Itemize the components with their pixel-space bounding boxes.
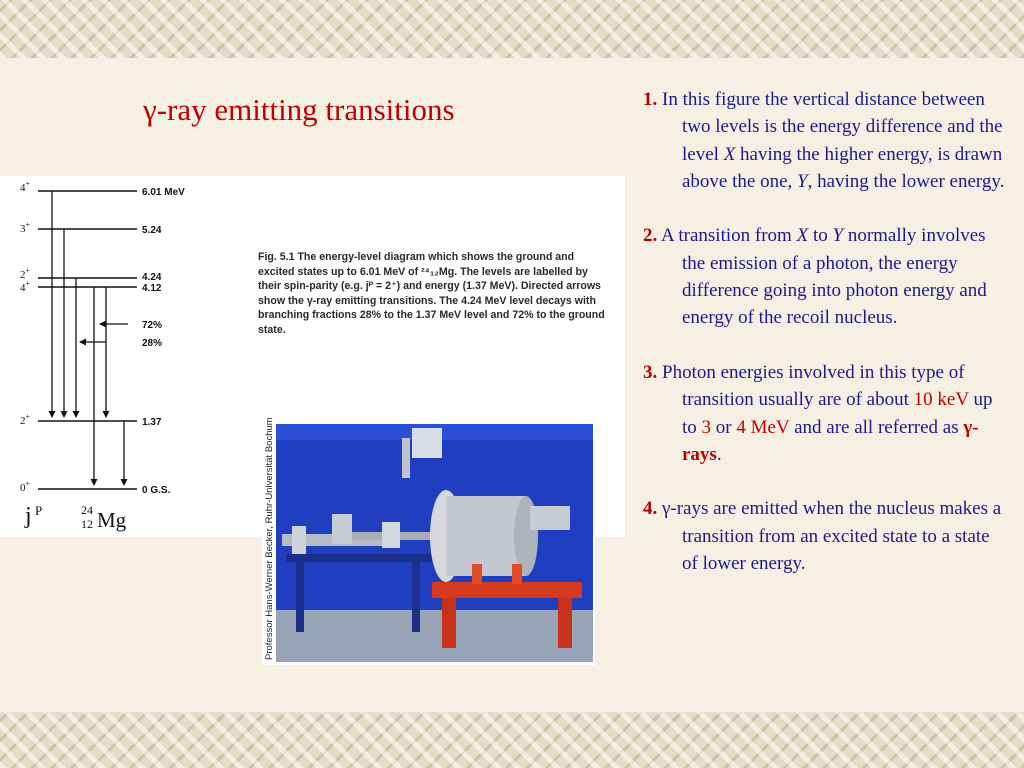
notes-list — [643, 86, 1008, 605]
note-item: 3. Photon energies involved in this type of transition usually are of about 10 keV up to 3 or 4 MeV and are all referred as γ-rays. — [643, 361, 993, 465]
energy-label: 4.24 — [142, 272, 162, 283]
energy-value: 10 keV — [913, 389, 969, 411]
isotope-atomic-number: 12 — [81, 517, 93, 531]
isotope-mass-number: 24 — [81, 503, 93, 517]
note-number: 3. — [643, 361, 658, 383]
branch-label: 28% — [142, 338, 163, 349]
spin-parity-symbol: j — [25, 503, 32, 529]
accelerator-setup-image — [262, 414, 595, 665]
spin-label: 0+ — [20, 479, 31, 494]
spin-label: 3+ — [20, 220, 31, 235]
decorative-border-top — [0, 0, 1024, 58]
lab-photo — [262, 414, 595, 665]
energy-value: 4 MeV — [736, 416, 790, 438]
gamma-rays-term: γ-rays — [682, 416, 979, 465]
energy-label: 6.01 MeV — [142, 187, 185, 198]
figure-caption: Fig. 5.1 The energy-level diagram which shows the ground and excited states up to 6.01 MeV of ²⁴₁₂Mg. The levels are labelled by their spin-parity (e.g. jᴾ = 2⁺) and energy (1.37 MeV). Directed arrows show the γ-ray emitting transitions. The 4.24 MeV level decays with branching fractions 28% to the 1.37 MeV level and 72% to the ground state. — [258, 251, 605, 336]
note-number: 4. — [643, 498, 658, 520]
spin-label: 2+ — [20, 412, 31, 427]
note-number: 2. — [643, 225, 658, 247]
decorative-border-bottom — [0, 712, 1024, 768]
energy-label: 4.12 — [142, 283, 162, 294]
note-number: 1. — [643, 89, 658, 110]
spin-label: 2+ — [20, 266, 31, 281]
spin-label: 4+ — [20, 179, 31, 194]
energy-label: 5.24 — [142, 225, 162, 236]
photo-credit: Professor Hans-Werner Becker, Ruhr-Universität Bochum — [264, 417, 275, 660]
note-item: 1. In this figure the vertical distance between two levels is the energy difference and the level X having the higher energy, is drawn above the one, Y, having the lower energy. — [643, 89, 1005, 192]
note-item: 2. A transition from X to Y normally involves the emission of a photon, the energy difference going into photon energy and energy of the recoil nucleus. — [643, 225, 987, 329]
isotope-symbol: Mg — [97, 508, 127, 532]
branch-label: 72% — [142, 320, 163, 331]
energy-label: 1.37 — [142, 417, 162, 428]
energy-value: 3 — [701, 416, 712, 438]
spin-parity-superscript: P — [35, 503, 43, 518]
spin-label: 4+ — [20, 279, 31, 294]
note-item: 4. γ-rays are emitted when the nucleus makes a transition from an excited state to a state of lower energy. — [643, 498, 1002, 575]
energy-label: 0 G.S. — [142, 485, 171, 496]
slide-title: γ-ray emitting transitions — [143, 92, 455, 127]
